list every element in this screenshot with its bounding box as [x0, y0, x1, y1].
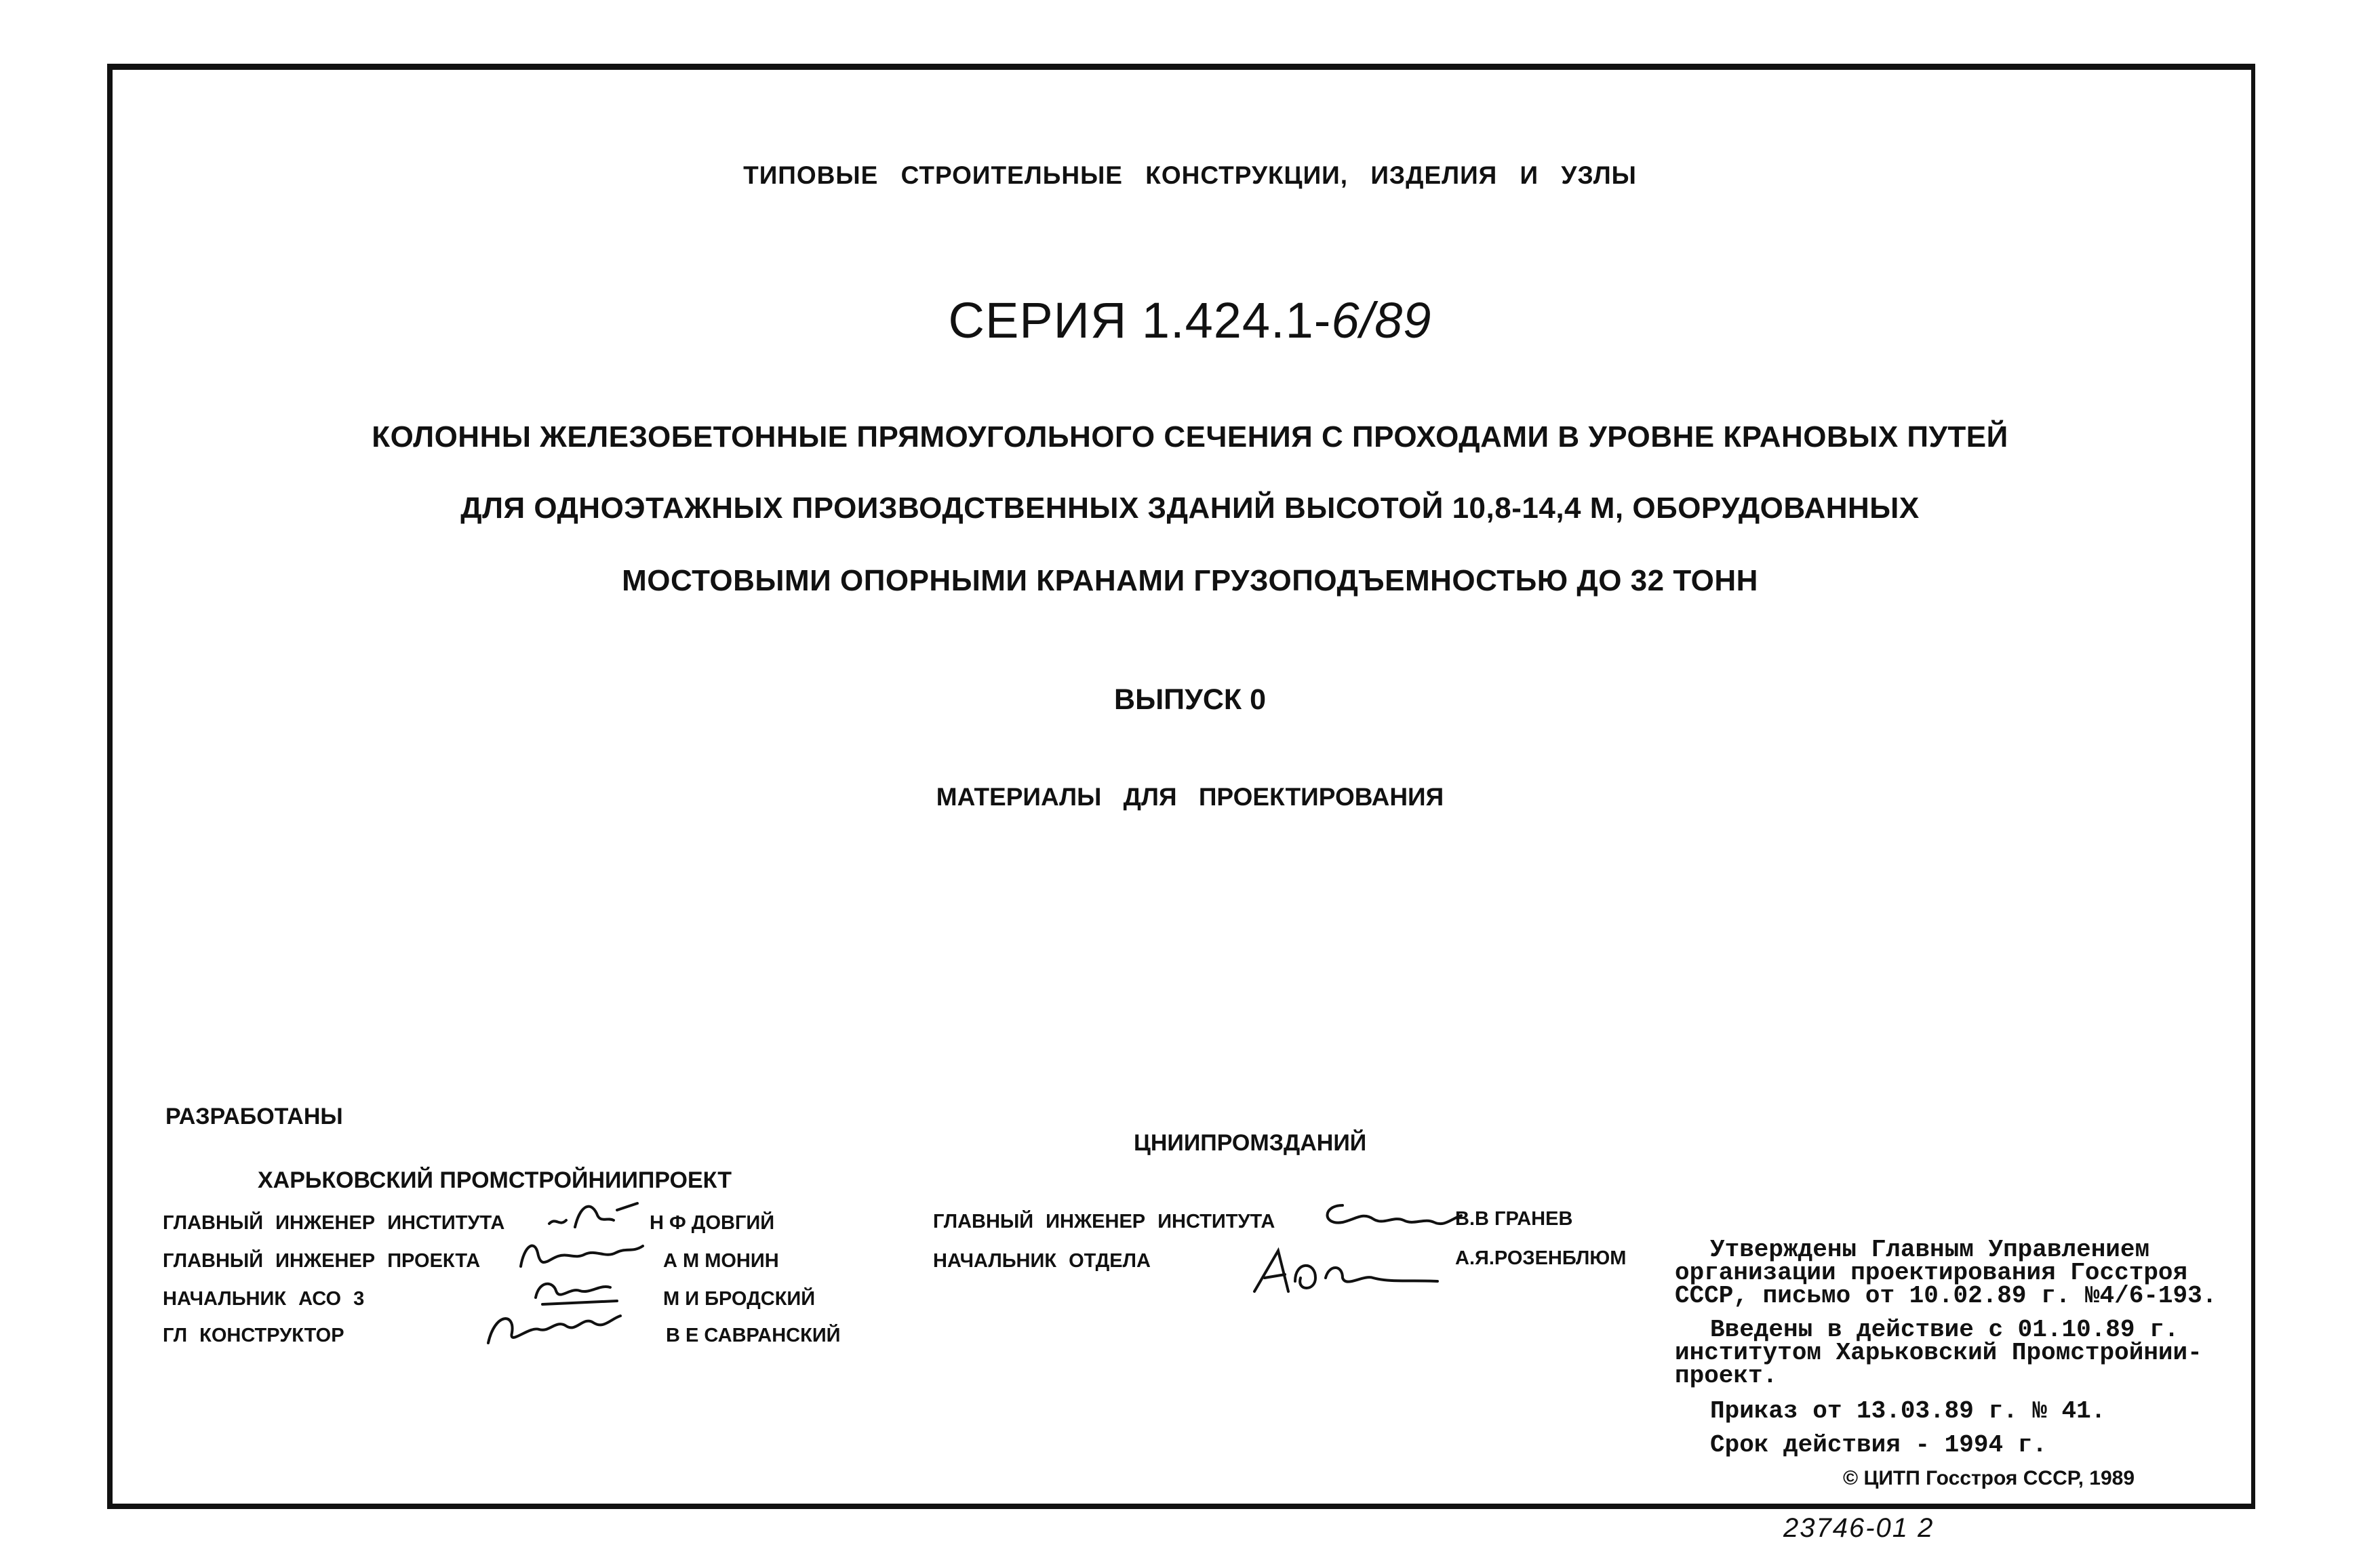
sheet-number: 23746-01 2	[1783, 1513, 1935, 1543]
left-name-3: М И БРОДСКИЙ	[663, 1288, 816, 1310]
subtitle: МАТЕРИАЛЫ ДЛЯ ПРОЕКТИРОВАНИЯ	[936, 783, 1444, 811]
signature-savranskiy	[475, 1306, 631, 1353]
series-suffix: 6/89	[1331, 292, 1432, 348]
signature-monin	[507, 1232, 650, 1273]
right-name-1: В.В ГРАНЕВ	[1455, 1208, 1573, 1230]
signature-brodskiy	[515, 1270, 631, 1311]
developers-label: РАЗРАБОТАНЫ	[165, 1104, 343, 1129]
series-title	[0, 292, 2380, 349]
right-role-1: ГЛАВНЫЙ ИНЖЕНЕР ИНСТИТУТА	[933, 1211, 1275, 1232]
left-name-4: В Е САВРАНСКИЙ	[666, 1325, 841, 1346]
left-role-1: ГЛАВНЫЙ ИНЖЕНЕР ИНСТИТУТА	[163, 1212, 505, 1234]
title-line-2: ДЛЯ ОДНОЭТАЖНЫХ ПРОИЗВОДСТВЕННЫХ ЗДАНИЙ ВЫСОТОЙ 10,8-14,4 М, ОБОРУДОВАННЫХ	[460, 491, 1920, 525]
title-line-3: МОСТОВЫМИ ОПОРНЫМИ КРАНАМИ ГРУЗОПОДЪЕМНОСТЬЮ ДО 32 ТОНН	[622, 564, 1758, 597]
title-line-1: КОЛОННЫ ЖЕЛЕЗОБЕТОННЫЕ ПРЯМОУГОЛЬНОГО СЕЧЕНИЯ С ПРОХОДАМИ В УРОВНЕ КРАНОВЫХ ПУТЕЙ	[372, 420, 2008, 454]
signature-rozenblyum	[1248, 1241, 1444, 1302]
left-role-4: ГЛ КОНСТРУКТОР	[163, 1325, 344, 1346]
right-role-2: НАЧАЛЬНИК ОТДЕЛА	[933, 1250, 1151, 1272]
left-role-2: ГЛАВНЫЙ ИНЖЕНЕР ПРОЕКТА	[163, 1250, 481, 1272]
left-name-1: Н Ф ДОВГИЙ	[650, 1212, 775, 1234]
approval-line-7: Приказ от 13.03.89 г. № 41.	[1710, 1397, 2106, 1425]
approval-line-8: Срок действия - 1994 г.	[1710, 1431, 2047, 1459]
approval-line-1: Утверждены Главным Управлением	[1710, 1236, 2150, 1264]
approval-line-2: организации проектирования Госстроя	[1675, 1259, 2188, 1287]
approval-line-4: Введены в действие с 01.10.89 г.	[1710, 1316, 2179, 1344]
left-role-3: НАЧАЛЬНИК АСО 3	[163, 1288, 365, 1310]
left-organization: ХАРЬКОВСКИЙ ПРОМСТРОЙНИИПРОЕКТ	[258, 1167, 732, 1193]
right-name-2: А.Я.РОЗЕНБЛЮМ	[1455, 1247, 1627, 1269]
right-organization: ЦНИИПРОМЗДАНИЙ	[1134, 1130, 1367, 1156]
left-name-2: А М МОНИН	[663, 1250, 779, 1272]
copyright-notice: © ЦИТП Госстроя СССР, 1989	[1843, 1467, 2135, 1489]
approval-line-6: проект.	[1675, 1362, 1778, 1390]
approval-line-3: СССР, письмо от 10.02.89 г. №4/6-193.	[1675, 1282, 2217, 1310]
header-top-line: ТИПОВЫЕ СТРОИТЕЛЬНЫЕ КОНСТРУКЦИИ, ИЗДЕЛИЯ И УЗЛЫ	[743, 161, 1637, 189]
issue-number: ВЫПУСК 0	[1114, 683, 1266, 716]
series-prefix: СЕРИЯ 1.424.1-	[948, 292, 1332, 348]
signature-dovgiy	[542, 1193, 651, 1234]
signature-granev	[1315, 1192, 1465, 1239]
approval-line-5: институтом Харьковский Промстройнии-	[1675, 1339, 2202, 1367]
